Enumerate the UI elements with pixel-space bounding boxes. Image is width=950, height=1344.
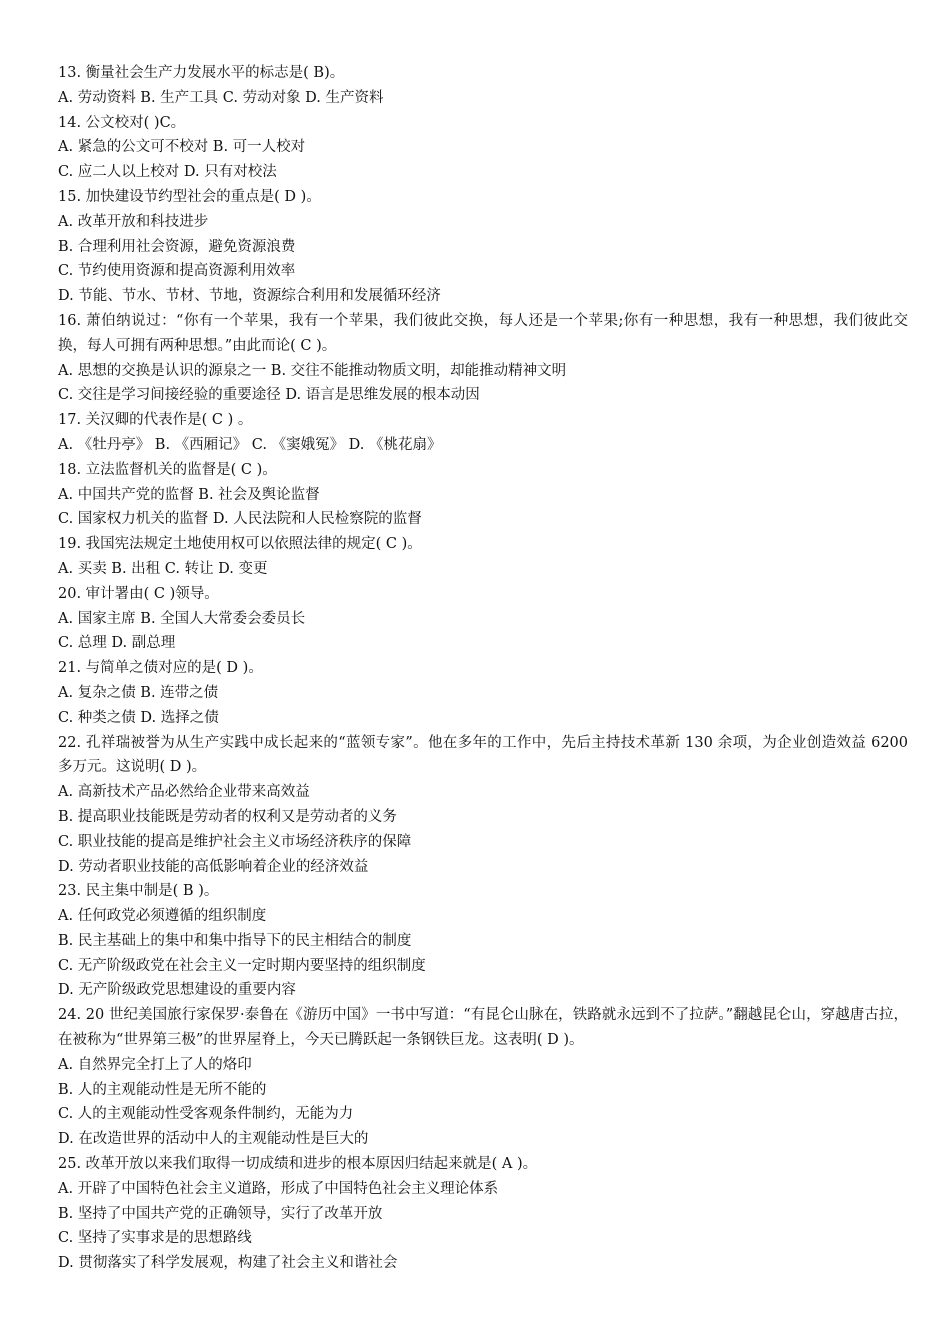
option-24-b: B. 人的主观能动性是无所不能的	[58, 1081, 267, 1098]
option-25-a: A. 开辟了中国特色社会主义道路，形成了中国特色社会主义理论体系	[58, 1180, 499, 1197]
options-14-cd: C. 应二人以上校对 D. 只有对校法	[58, 164, 277, 181]
options-20-cd: C. 总理 D. 副总理	[58, 635, 176, 652]
document-page	[58, 61, 908, 1276]
option-24-a: A. 自然界完全打上了人的烙印	[58, 1056, 252, 1073]
option-23-a: A. 任何政党必须遵循的组织制度	[58, 908, 267, 925]
options-14-ab: A. 紧急的公文可不校对 B. 可一人校对	[58, 139, 306, 156]
options-16-ab: A. 思想的交换是认识的源泉之一 B. 交往不能推动物质文明，却能推动精神文明	[58, 362, 567, 379]
option-22-a: A. 高新技术产品必然给企业带来高效益	[58, 784, 310, 801]
question-14: 14. 公文校对( )C。	[58, 114, 186, 131]
option-15-c: C. 节约使用资源和提高资源利用效率	[58, 263, 296, 280]
option-22-c: C. 职业技能的提高是维护社会主义市场经济秩序的保障	[58, 833, 412, 850]
question-23: 23. 民主集中制是( B )。	[58, 883, 219, 900]
question-16: 16. 萧伯纳说过：“你有一个苹果，我有一个苹果，我们彼此交换，每人还是一个苹果;你有一种思想，我有一种思想，我们彼此交换，每人可拥有两种思想。”由此而论( C )。	[58, 312, 908, 354]
option-25-c: C. 坚持了实事求是的思想路线	[58, 1230, 252, 1247]
options-18-cd: C. 国家权力机关的监督 D. 人民法院和人民检察院的监督	[58, 511, 422, 528]
option-22-b: B. 提高职业技能既是劳动者的权利又是劳动者的义务	[58, 808, 397, 825]
question-25: 25. 改革开放以来我们取得一切成绩和进步的根本原因归结起来就是( A )。	[58, 1156, 538, 1173]
options-21-cd: C. 种类之债 D. 选择之债	[58, 709, 219, 726]
option-24-d: D. 在改造世界的活动中人的主观能动性是巨大的	[58, 1131, 369, 1148]
option-23-d: D. 无产阶级政党思想建设的重要内容	[58, 982, 296, 999]
options-20-ab: A. 国家主席 B. 全国人大常委会委员长	[58, 610, 306, 627]
question-21: 21. 与简单之债对应的是( D )。	[58, 660, 263, 677]
options-13: A. 劳动资料 B. 生产工具 C. 劳动对象 D. 生产资料	[58, 89, 384, 106]
question-17: 17. 关汉卿的代表作是( C ) 。	[58, 412, 253, 429]
options-16-cd: C. 交往是学习间接经验的重要途径 D. 语言是思维发展的根本动因	[58, 387, 480, 404]
question-20: 20. 审计署由( C )领导。	[58, 585, 219, 602]
option-15-a: A. 改革开放和科技进步	[58, 213, 209, 230]
question-24: 24. 20 世纪美国旅行家保罗·泰鲁在《游历中国》一书中写道：“有昆仑山脉在，铁路就永远到不了拉萨。”翻越昆仑山，穿越唐古拉，在被称为“世界第三极”的世界屋脊上，今天已腾跃起一条钢铁巨龙。这表明( D )。	[58, 1007, 908, 1049]
option-25-b: B. 坚持了中国共产党的正确领导，实行了改革开放	[58, 1205, 383, 1222]
options-18-ab: A. 中国共产党的监督 B. 社会及舆论监督	[58, 486, 320, 503]
options-17: A. 《牡丹亭》 B. 《西厢记》 C. 《窦娥冤》 D. 《桃花扇》	[58, 436, 442, 453]
option-24-c: C. 人的主观能动性受客观条件制约，无能为力	[58, 1106, 354, 1123]
question-18: 18. 立法监督机关的监督是( C )。	[58, 461, 277, 478]
option-23-c: C. 无产阶级政党在社会主义一定时期内要坚持的组织制度	[58, 957, 426, 974]
option-15-d: D. 节能、节水、节材、节地，资源综合利用和发展循环经济	[58, 288, 441, 305]
question-15: 15. 加快建设节约型社会的重点是( D )。	[58, 188, 321, 205]
option-23-b: B. 民主基础上的集中和集中指导下的民主相结合的制度	[58, 932, 412, 949]
question-13: 13. 衡量社会生产力发展水平的标志是( B)。	[58, 65, 345, 81]
option-25-d: D. 贯彻落实了科学发展观，构建了社会主义和谐社会	[58, 1255, 398, 1272]
options-19: A. 买卖 B. 出租 C. 转让 D. 变更	[58, 560, 268, 577]
option-15-b: B. 合理利用社会资源，避免资源浪费	[58, 238, 296, 255]
option-22-d: D. 劳动者职业技能的高低影响着企业的经济效益	[58, 858, 369, 875]
options-21-ab: A. 复杂之债 B. 连带之债	[58, 684, 219, 701]
question-19: 19. 我国宪法规定土地使用权可以依照法律的规定( C )。	[58, 536, 422, 553]
question-22: 22. 孔祥瑞被誉为从生产实践中成长起来的“蓝领专家”。他在多年的工作中，先后主持技术革新 130 余项，为企业创造效益 6200 多万元。这说明( D )。	[58, 734, 908, 776]
